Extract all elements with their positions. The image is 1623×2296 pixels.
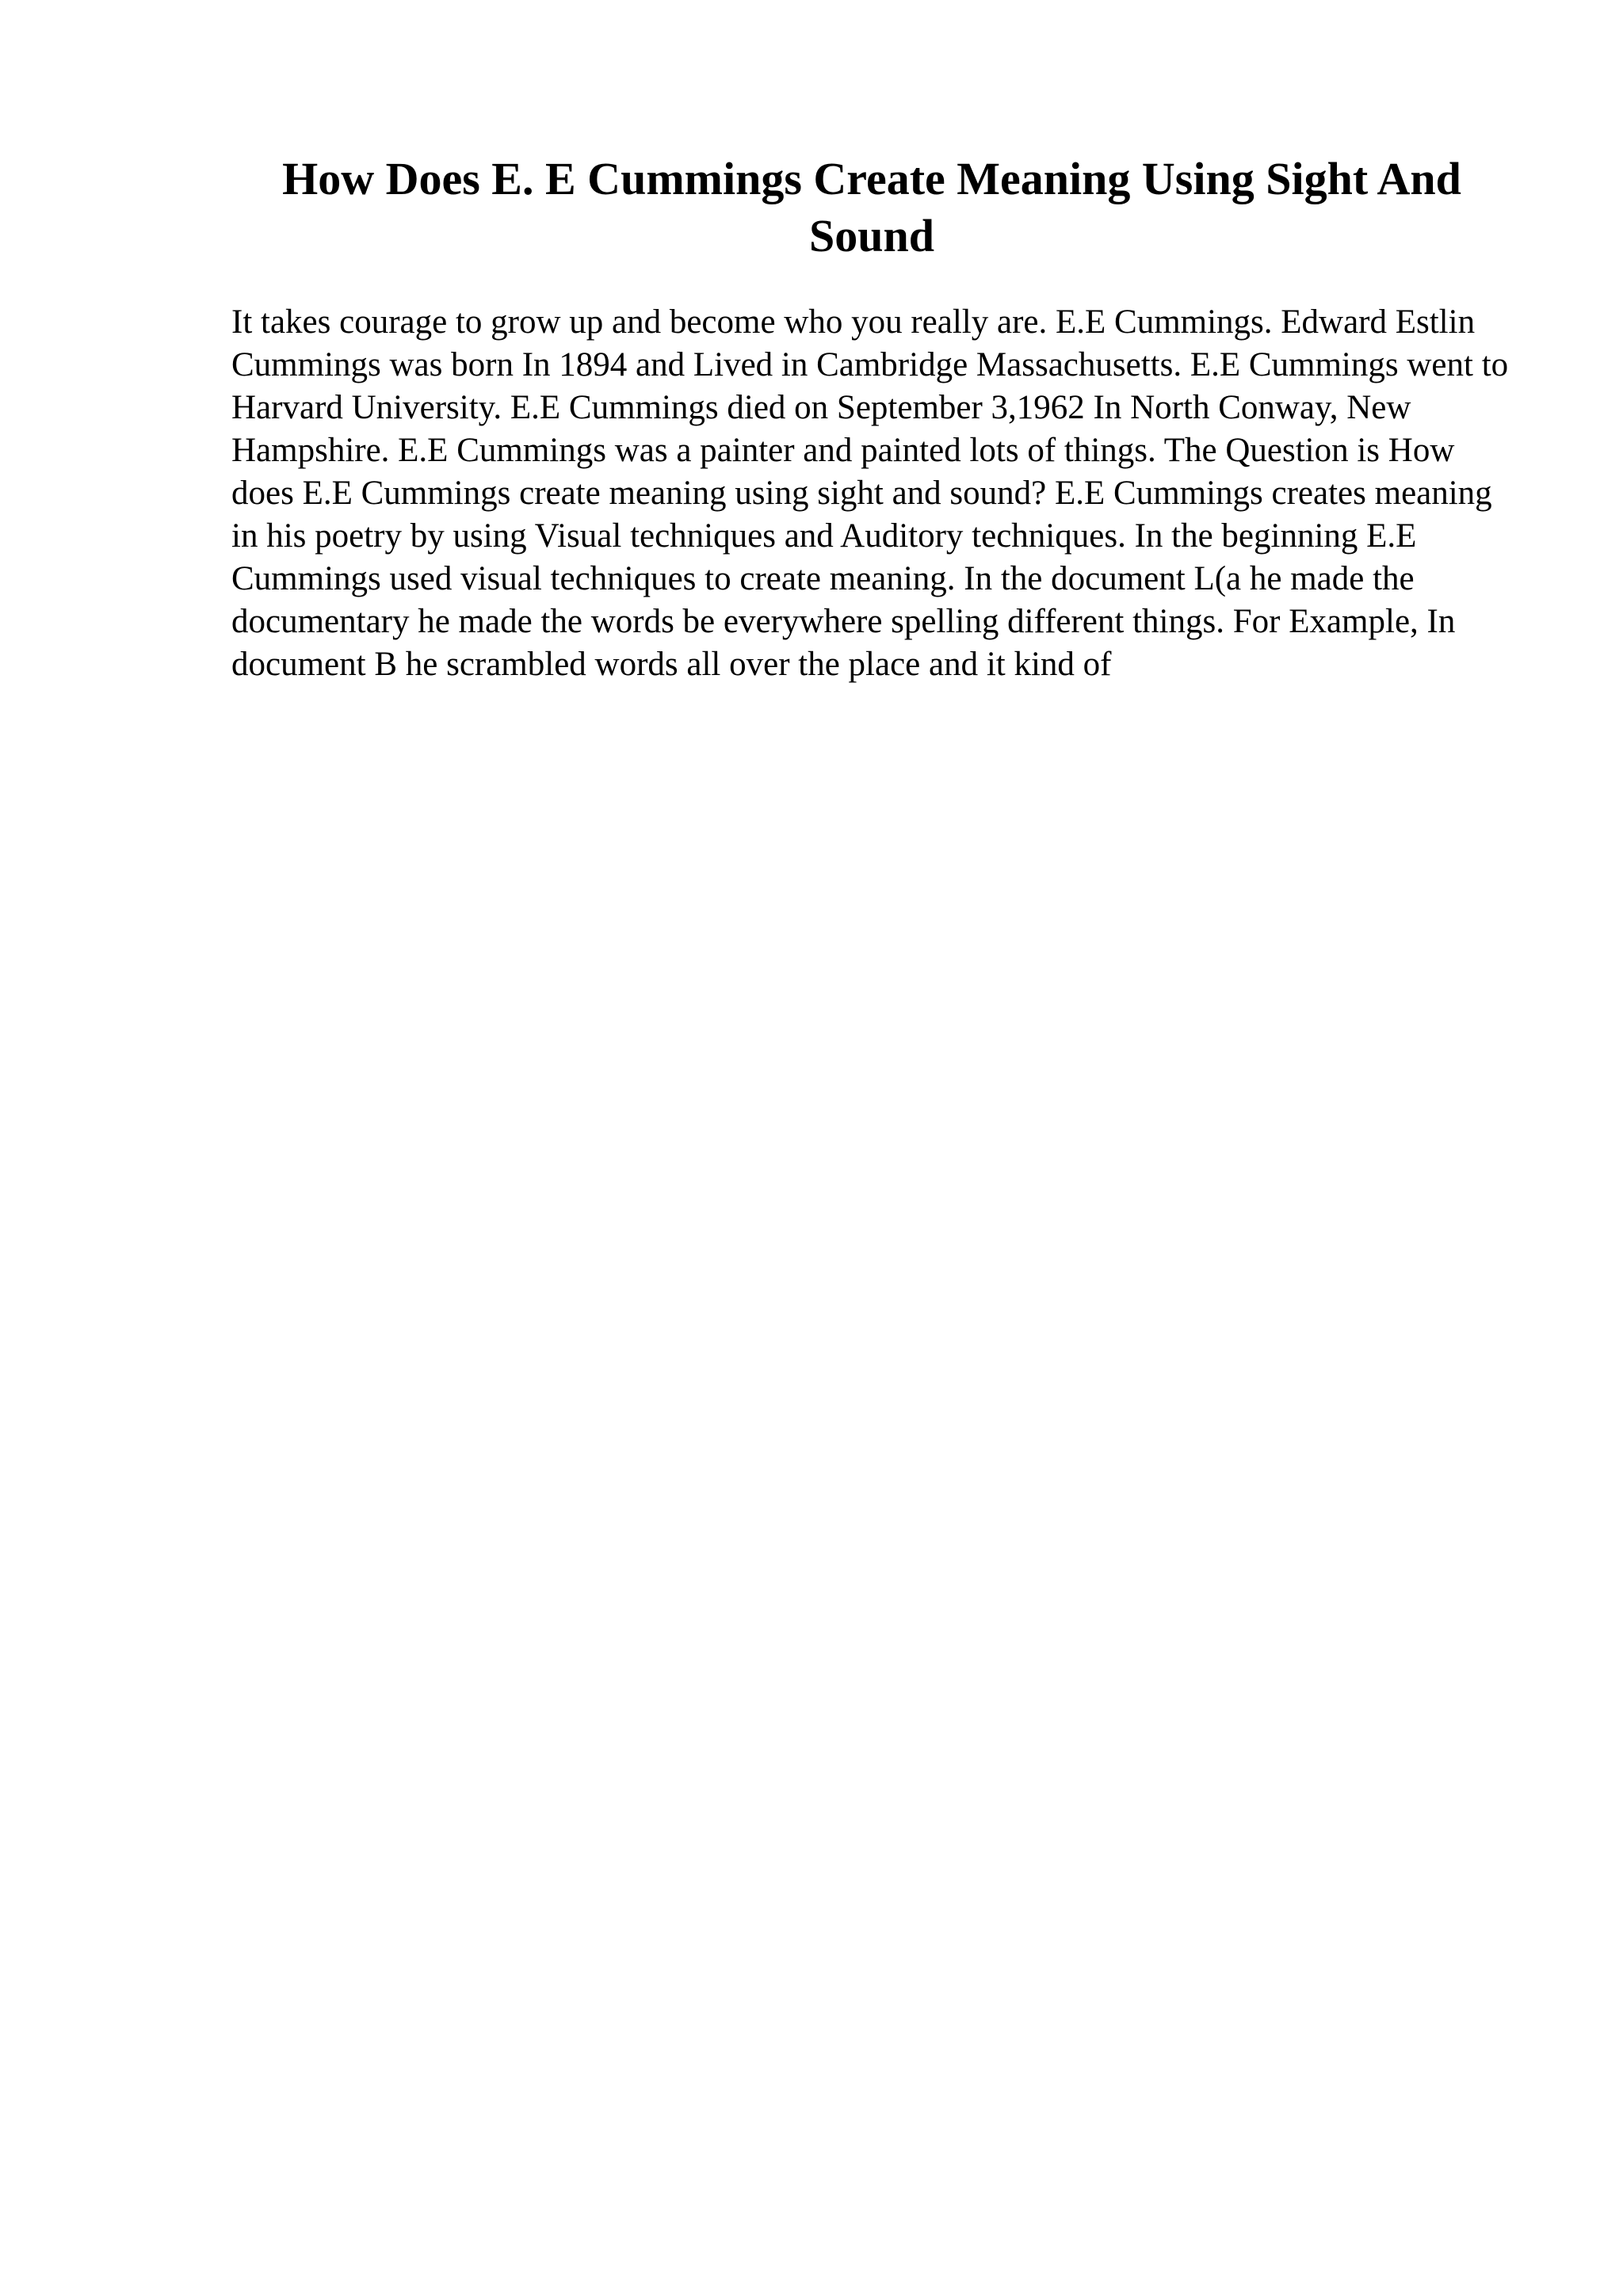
document-body-paragraph: It takes courage to grow up and become who you really are. E.E Cummings. Edward Estlin Cummings was born In 1894 and Lived in Cambridge Massachusetts. E.E Cummings went to Harvard University. E.E Cummings died on September 3,1962 In North Conway, New Hampshire. E.E Cummings was a painter and painted lots of things. The Question is How does E.E Cummings create meaning using sight and sound? E.E Cummings creates meaning in his poetry by using Visual techniques and Auditory techniques. In the beginning E.E Cummings used visual techniques to create meaning. In the document L(a he made the documentary he made the words be everywhere spelling different things. For Example, In document B he scrambled words all over the place and it kind of [231,303,1509,683]
document-title: How Does E. E Cummings Create Meaning Using Sight And Sound [282,153,1461,261]
